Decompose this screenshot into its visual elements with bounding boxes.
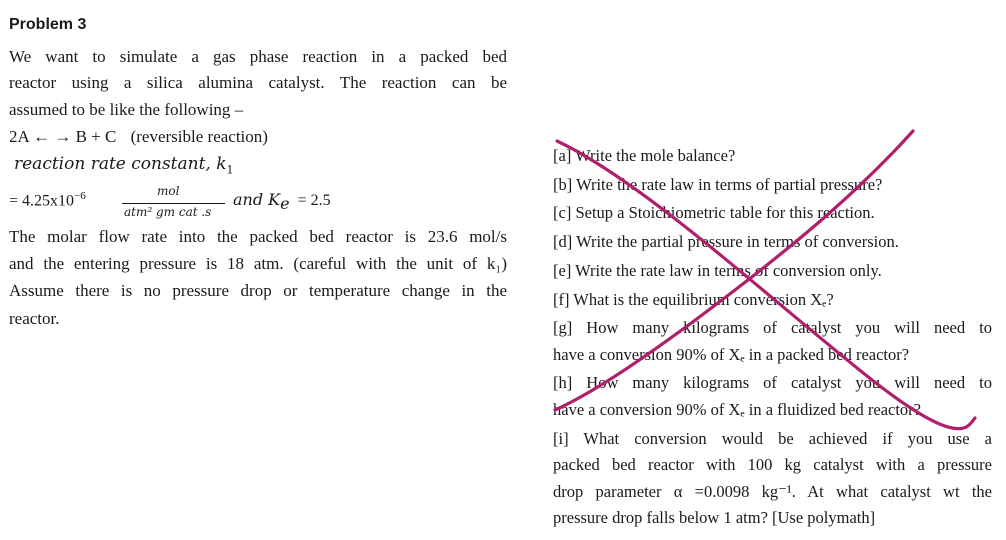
question-i-line-1: [i] What conversion would be achieved if you use a [553, 429, 992, 448]
reaction-equation [9, 123, 268, 150]
question-i-line-2: packed bed reactor with 100 kg catalyst with a pressure [553, 455, 992, 474]
question-g-line-2: have a conversion 90% of Xₑ in a packed bed reactor? [553, 345, 910, 364]
question-i-line-4: pressure drop falls below 1 atm? [Use polymath] [553, 508, 876, 527]
reaction-note: (reversible reaction) [130, 127, 268, 146]
rate-constant-label: reaction rate constant, $k_1$ [14, 154, 234, 177]
intro-line-1: We want to simulate a gas phase reaction in a packed bed [9, 47, 507, 66]
body-line-1: The molar flow rate into the packed bed reactor is 23.6 mol/s [9, 227, 507, 246]
question-c: [c] Setup a Stoichiometric table for this reaction. [553, 203, 875, 222]
problem-title: Problem 3 [9, 16, 87, 33]
question-f: [f] What is the equilibrium conversion Xₑ? [553, 290, 834, 309]
intro-line-2: reactor using a silica alumina catalyst. The reaction can be [9, 73, 507, 92]
ke-value: and $K_e = 2.5$ [233, 190, 331, 214]
question-d: [d] Write the partial pressure in terms of conversion. [553, 232, 899, 251]
question-g-line-1: [g] How many kilograms of catalyst you will need to [553, 318, 992, 337]
unit-denominator: atm² gm cat .s [124, 205, 212, 219]
question-i-line-3: drop parameter α =0.0098 kg⁻¹. At what catalyst wt the [553, 482, 992, 501]
question-a: [a] Write the mole balance? [553, 146, 736, 165]
question-e: [e] Write the rate law in terms of conversion only. [553, 261, 882, 280]
reaction-formula: 2A ← → B + C [9, 127, 117, 146]
question-b: [b] Write the rate law in terms of partial pressure? [553, 175, 883, 194]
body-line-4: reactor. [9, 309, 60, 328]
k1-value: = $4.25x10^{-6}$ [9, 190, 86, 210]
body-line-3: Assume there is no pressure drop or temperature change in the [9, 281, 507, 300]
question-h-line-2: have a conversion 90% of Xₑ in a fluidized bed reactor? [553, 400, 921, 419]
body-line-2: and the entering pressure is 18 atm. (careful with the unit of k₁) [9, 254, 507, 273]
question-h-line-1: [h] How many kilograms of catalyst you will need to [553, 373, 992, 392]
intro-line-3: assumed to be like the following – [9, 100, 244, 119]
unit-numerator: mol [157, 184, 180, 198]
fraction-bar [122, 203, 225, 204]
